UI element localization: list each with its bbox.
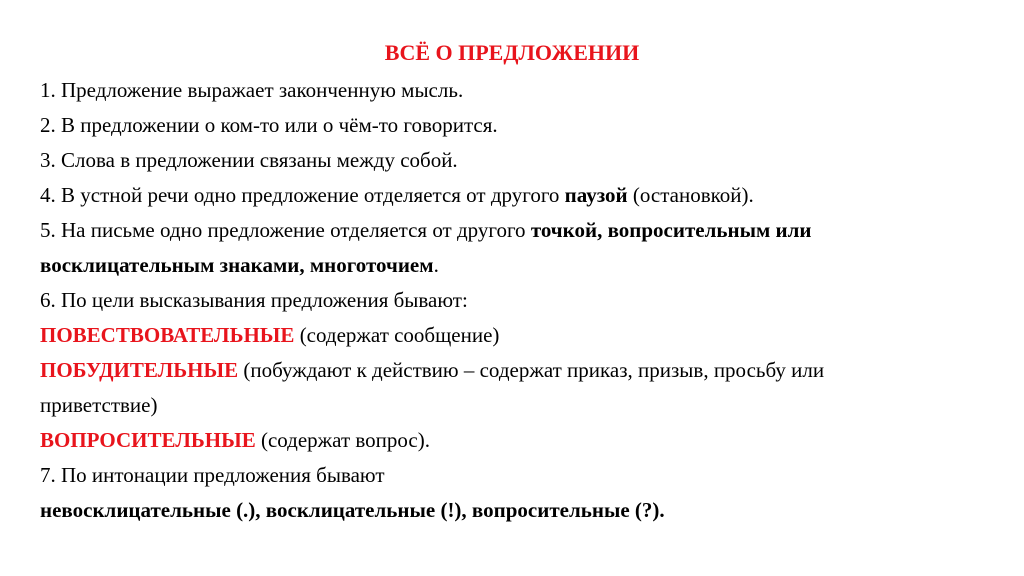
point-7: 7. По интонации предложения бывают [40,463,385,487]
type-desc: (содержат сообщение) [294,323,500,347]
type-imperative-continued: приветствие) [40,393,158,417]
intonation-types: невосклицательные (.), восклицательные (!), вопросительные (?). [40,498,665,522]
point-1: 1. Предложение выражает законченную мысль. [40,78,464,102]
type-desc: (содержат вопрос). [255,428,430,452]
slide-content [40,73,1000,528]
point-6: 6. По цели высказывания предложения бывают: [40,288,468,312]
point-5-bold-2: восклицательным знаками, многоточием [40,253,434,277]
point-2: 2. В предложении о ком-то или о чём-то говорится. [40,113,498,137]
point-4-text: 4. В устной речи одно предложение отделяется от другого [40,183,565,207]
point-5-bold-1: точкой, вопросительным или [530,218,812,242]
type-imperative [40,353,1000,388]
slide-title: ВСЁ О ПРЕДЛОЖЕНИИ [384,40,640,65]
point-4-bold: паузой [564,183,628,207]
type-declarative [40,318,1000,353]
point-3: 3. Слова в предложении связаны между собой. [40,148,458,172]
point-5-text: 5. На письме одно предложение отделяется от другого [40,218,531,242]
type-desc: (побуждают к действию – содержат приказ, призыв, просьбу или [238,358,825,382]
point-4-after: (остановкой). [627,183,754,207]
point-4 [40,178,1000,213]
point-5 [40,213,1000,248]
type-name: ПОВЕСТВОВАТЕЛЬНЫЕ [40,323,295,347]
type-interrogative [40,423,1000,458]
type-name: ПОБУДИТЕЛЬНЫЕ [40,358,239,382]
point-5-after: . [433,253,439,277]
type-name: ВОПРОСИТЕЛЬНЫЕ [40,428,256,452]
point-5-continued [40,248,1000,283]
